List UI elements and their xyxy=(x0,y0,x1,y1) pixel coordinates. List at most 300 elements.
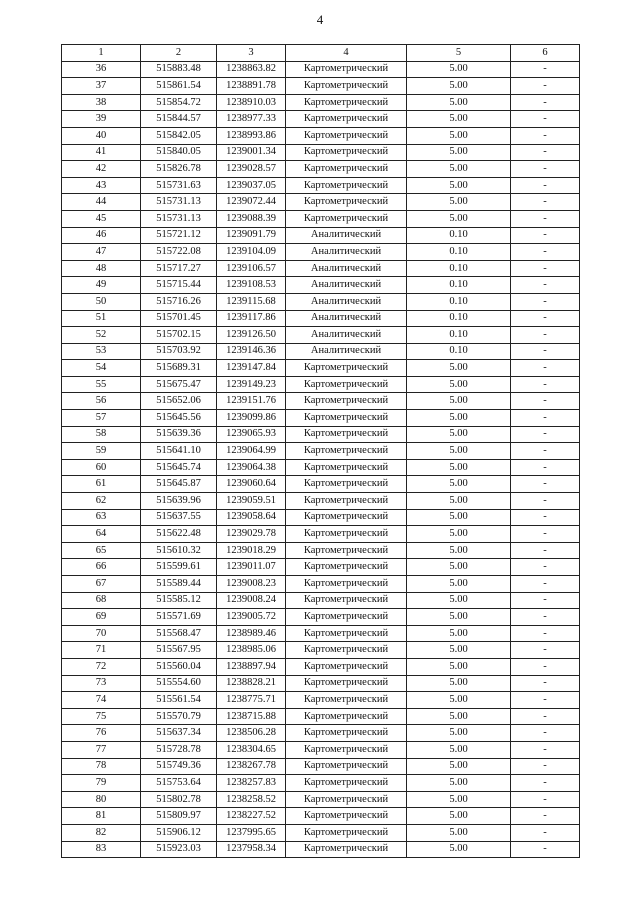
table-row xyxy=(62,277,580,294)
method-cell: Аналитический xyxy=(286,244,407,261)
accuracy-cell: 5.00 xyxy=(407,111,511,128)
method-cell: Картометрический xyxy=(286,393,407,410)
x-coordinate-cell: 515622.48 xyxy=(141,526,217,543)
y-coordinate-cell: 1238257.83 xyxy=(217,775,286,792)
point-number-cell: 51 xyxy=(62,310,141,327)
note-cell: - xyxy=(511,111,580,128)
accuracy-cell: 5.00 xyxy=(407,161,511,178)
method-cell: Картометрический xyxy=(286,426,407,443)
note-cell: - xyxy=(511,476,580,493)
method-cell: Картометрический xyxy=(286,592,407,609)
table-row xyxy=(62,625,580,642)
accuracy-cell: 5.00 xyxy=(407,426,511,443)
table-row xyxy=(62,526,580,543)
column-header-1: 1 xyxy=(62,45,141,62)
point-number-cell: 50 xyxy=(62,293,141,310)
accuracy-cell: 5.00 xyxy=(407,808,511,825)
method-cell: Картометрический xyxy=(286,410,407,427)
x-coordinate-cell: 515861.54 xyxy=(141,78,217,95)
y-coordinate-cell: 1239091.79 xyxy=(217,227,286,244)
x-coordinate-cell: 515554.60 xyxy=(141,675,217,692)
x-coordinate-cell: 515675.47 xyxy=(141,376,217,393)
note-cell: - xyxy=(511,161,580,178)
point-number-cell: 76 xyxy=(62,725,141,742)
accuracy-cell: 5.00 xyxy=(407,592,511,609)
y-coordinate-cell: 1238863.82 xyxy=(217,61,286,78)
y-coordinate-cell: 1237958.34 xyxy=(217,841,286,858)
table-row xyxy=(62,343,580,360)
method-cell: Картометрический xyxy=(286,559,407,576)
y-coordinate-cell: 1237995.65 xyxy=(217,824,286,841)
accuracy-cell: 5.00 xyxy=(407,78,511,95)
point-number-cell: 69 xyxy=(62,609,141,626)
x-coordinate-cell: 515844.57 xyxy=(141,111,217,128)
method-cell: Картометрический xyxy=(286,476,407,493)
accuracy-cell: 5.00 xyxy=(407,61,511,78)
y-coordinate-cell: 1239028.57 xyxy=(217,161,286,178)
y-coordinate-cell: 1239011.07 xyxy=(217,559,286,576)
y-coordinate-cell: 1239064.38 xyxy=(217,459,286,476)
method-cell: Картометрический xyxy=(286,658,407,675)
table-row xyxy=(62,725,580,742)
note-cell: - xyxy=(511,144,580,161)
x-coordinate-cell: 515599.61 xyxy=(141,559,217,576)
table-row xyxy=(62,824,580,841)
x-coordinate-cell: 515842.05 xyxy=(141,127,217,144)
point-number-cell: 81 xyxy=(62,808,141,825)
method-cell: Картометрический xyxy=(286,542,407,559)
accuracy-cell: 5.00 xyxy=(407,559,511,576)
note-cell: - xyxy=(511,708,580,725)
method-cell: Картометрический xyxy=(286,758,407,775)
method-cell: Картометрический xyxy=(286,161,407,178)
table-row xyxy=(62,293,580,310)
method-cell: Картометрический xyxy=(286,443,407,460)
method-cell: Картометрический xyxy=(286,111,407,128)
method-cell: Картометрический xyxy=(286,642,407,659)
y-coordinate-cell: 1239099.86 xyxy=(217,410,286,427)
x-coordinate-cell: 515716.26 xyxy=(141,293,217,310)
method-cell: Картометрический xyxy=(286,194,407,211)
note-cell: - xyxy=(511,824,580,841)
note-cell: - xyxy=(511,78,580,95)
note-cell: - xyxy=(511,509,580,526)
point-number-cell: 72 xyxy=(62,658,141,675)
accuracy-cell: 5.00 xyxy=(407,509,511,526)
table-row xyxy=(62,576,580,593)
point-number-cell: 55 xyxy=(62,376,141,393)
x-coordinate-cell: 515645.74 xyxy=(141,459,217,476)
note-cell: - xyxy=(511,410,580,427)
x-coordinate-cell: 515652.06 xyxy=(141,393,217,410)
column-header-3: 3 xyxy=(217,45,286,62)
point-number-cell: 47 xyxy=(62,244,141,261)
table-row xyxy=(62,194,580,211)
table-row xyxy=(62,592,580,609)
accuracy-cell: 5.00 xyxy=(407,692,511,709)
table-row xyxy=(62,459,580,476)
accuracy-cell: 0.10 xyxy=(407,277,511,294)
x-coordinate-cell: 515610.32 xyxy=(141,542,217,559)
note-cell: - xyxy=(511,194,580,211)
x-coordinate-cell: 515561.54 xyxy=(141,692,217,709)
accuracy-cell: 5.00 xyxy=(407,675,511,692)
table-row xyxy=(62,78,580,95)
table-row xyxy=(62,426,580,443)
accuracy-cell: 0.10 xyxy=(407,260,511,277)
method-cell: Картометрический xyxy=(286,210,407,227)
point-number-cell: 71 xyxy=(62,642,141,659)
note-cell: - xyxy=(511,559,580,576)
table-row xyxy=(62,327,580,344)
column-header-6: 6 xyxy=(511,45,580,62)
note-cell: - xyxy=(511,493,580,510)
y-coordinate-cell: 1239018.29 xyxy=(217,542,286,559)
x-coordinate-cell: 515701.45 xyxy=(141,310,217,327)
method-cell: Картометрический xyxy=(286,94,407,111)
accuracy-cell: 5.00 xyxy=(407,210,511,227)
method-cell: Картометрический xyxy=(286,808,407,825)
page-number: 4 xyxy=(316,12,324,27)
point-number-cell: 74 xyxy=(62,692,141,709)
note-cell: - xyxy=(511,576,580,593)
x-coordinate-cell: 515854.72 xyxy=(141,94,217,111)
table-body xyxy=(62,61,580,858)
method-cell: Аналитический xyxy=(286,343,407,360)
table-header-row xyxy=(62,45,580,62)
note-cell: - xyxy=(511,775,580,792)
y-coordinate-cell: 1239126.50 xyxy=(217,327,286,344)
y-coordinate-cell: 1238993.86 xyxy=(217,127,286,144)
y-coordinate-cell: 1239108.53 xyxy=(217,277,286,294)
point-number-cell: 63 xyxy=(62,509,141,526)
point-number-cell: 60 xyxy=(62,459,141,476)
table-row xyxy=(62,758,580,775)
accuracy-cell: 5.00 xyxy=(407,791,511,808)
note-cell: - xyxy=(511,360,580,377)
point-number-cell: 66 xyxy=(62,559,141,576)
accuracy-cell: 5.00 xyxy=(407,459,511,476)
accuracy-cell: 5.00 xyxy=(407,443,511,460)
point-number-cell: 58 xyxy=(62,426,141,443)
point-number-cell: 40 xyxy=(62,127,141,144)
accuracy-cell: 5.00 xyxy=(407,493,511,510)
note-cell: - xyxy=(511,177,580,194)
method-cell: Картометрический xyxy=(286,775,407,792)
table-row xyxy=(62,144,580,161)
note-cell: - xyxy=(511,725,580,742)
table-row xyxy=(62,509,580,526)
coordinates-table xyxy=(61,44,580,858)
point-number-cell: 59 xyxy=(62,443,141,460)
point-number-cell: 61 xyxy=(62,476,141,493)
x-coordinate-cell: 515702.15 xyxy=(141,327,217,344)
method-cell: Картометрический xyxy=(286,692,407,709)
x-coordinate-cell: 515923.03 xyxy=(141,841,217,858)
note-cell: - xyxy=(511,609,580,626)
y-coordinate-cell: 1238897.94 xyxy=(217,658,286,675)
table-row xyxy=(62,775,580,792)
y-coordinate-cell: 1238258.52 xyxy=(217,791,286,808)
point-number-cell: 36 xyxy=(62,61,141,78)
x-coordinate-cell: 515637.34 xyxy=(141,725,217,742)
note-cell: - xyxy=(511,210,580,227)
y-coordinate-cell: 1238828.21 xyxy=(217,675,286,692)
note-cell: - xyxy=(511,841,580,858)
accuracy-cell: 5.00 xyxy=(407,177,511,194)
x-coordinate-cell: 515560.04 xyxy=(141,658,217,675)
x-coordinate-cell: 515731.13 xyxy=(141,194,217,211)
y-coordinate-cell: 1239104.09 xyxy=(217,244,286,261)
accuracy-cell: 5.00 xyxy=(407,758,511,775)
note-cell: - xyxy=(511,127,580,144)
table-row xyxy=(62,94,580,111)
method-cell: Аналитический xyxy=(286,260,407,277)
method-cell: Картометрический xyxy=(286,609,407,626)
accuracy-cell: 0.10 xyxy=(407,293,511,310)
note-cell: - xyxy=(511,310,580,327)
note-cell: - xyxy=(511,625,580,642)
x-coordinate-cell: 515722.08 xyxy=(141,244,217,261)
table-row xyxy=(62,410,580,427)
table-row xyxy=(62,493,580,510)
y-coordinate-cell: 1239065.93 xyxy=(217,426,286,443)
note-cell: - xyxy=(511,675,580,692)
note-cell: - xyxy=(511,376,580,393)
accuracy-cell: 5.00 xyxy=(407,576,511,593)
note-cell: - xyxy=(511,592,580,609)
method-cell: Аналитический xyxy=(286,277,407,294)
point-number-cell: 52 xyxy=(62,327,141,344)
point-number-cell: 73 xyxy=(62,675,141,692)
note-cell: - xyxy=(511,426,580,443)
table-row xyxy=(62,476,580,493)
table-row xyxy=(62,542,580,559)
x-coordinate-cell: 515717.27 xyxy=(141,260,217,277)
x-coordinate-cell: 515645.87 xyxy=(141,476,217,493)
method-cell: Картометрический xyxy=(286,725,407,742)
x-coordinate-cell: 515639.36 xyxy=(141,426,217,443)
point-number-cell: 43 xyxy=(62,177,141,194)
method-cell: Картометрический xyxy=(286,824,407,841)
point-number-cell: 65 xyxy=(62,542,141,559)
table-row xyxy=(62,658,580,675)
x-coordinate-cell: 515826.78 xyxy=(141,161,217,178)
column-header-4: 4 xyxy=(286,45,407,62)
point-number-cell: 78 xyxy=(62,758,141,775)
table-row xyxy=(62,642,580,659)
table-row xyxy=(62,675,580,692)
method-cell: Картометрический xyxy=(286,791,407,808)
y-coordinate-cell: 1239060.64 xyxy=(217,476,286,493)
y-coordinate-cell: 1238267.78 xyxy=(217,758,286,775)
method-cell: Картометрический xyxy=(286,376,407,393)
method-cell: Аналитический xyxy=(286,293,407,310)
table-row xyxy=(62,111,580,128)
table-row xyxy=(62,393,580,410)
table-row xyxy=(62,841,580,858)
x-coordinate-cell: 515703.92 xyxy=(141,343,217,360)
accuracy-cell: 5.00 xyxy=(407,741,511,758)
y-coordinate-cell: 1239146.36 xyxy=(217,343,286,360)
method-cell: Картометрический xyxy=(286,509,407,526)
point-number-cell: 57 xyxy=(62,410,141,427)
accuracy-cell: 0.10 xyxy=(407,244,511,261)
table-row xyxy=(62,791,580,808)
x-coordinate-cell: 515715.44 xyxy=(141,277,217,294)
table-row xyxy=(62,61,580,78)
accuracy-cell: 5.00 xyxy=(407,194,511,211)
table-row xyxy=(62,692,580,709)
accuracy-cell: 5.00 xyxy=(407,542,511,559)
point-number-cell: 53 xyxy=(62,343,141,360)
note-cell: - xyxy=(511,459,580,476)
y-coordinate-cell: 1239008.24 xyxy=(217,592,286,609)
point-number-cell: 82 xyxy=(62,824,141,841)
point-number-cell: 56 xyxy=(62,393,141,410)
y-coordinate-cell: 1239037.05 xyxy=(217,177,286,194)
x-coordinate-cell: 515567.95 xyxy=(141,642,217,659)
accuracy-cell: 5.00 xyxy=(407,376,511,393)
table-row xyxy=(62,808,580,825)
y-coordinate-cell: 1239001.34 xyxy=(217,144,286,161)
point-number-cell: 39 xyxy=(62,111,141,128)
table-row xyxy=(62,708,580,725)
point-number-cell: 46 xyxy=(62,227,141,244)
note-cell: - xyxy=(511,808,580,825)
accuracy-cell: 0.10 xyxy=(407,310,511,327)
x-coordinate-cell: 515731.13 xyxy=(141,210,217,227)
method-cell: Картометрический xyxy=(286,493,407,510)
table-row xyxy=(62,310,580,327)
point-number-cell: 49 xyxy=(62,277,141,294)
y-coordinate-cell: 1239059.51 xyxy=(217,493,286,510)
x-coordinate-cell: 515840.05 xyxy=(141,144,217,161)
point-number-cell: 79 xyxy=(62,775,141,792)
method-cell: Картометрический xyxy=(286,360,407,377)
point-number-cell: 38 xyxy=(62,94,141,111)
note-cell: - xyxy=(511,293,580,310)
accuracy-cell: 5.00 xyxy=(407,476,511,493)
point-number-cell: 37 xyxy=(62,78,141,95)
note-cell: - xyxy=(511,393,580,410)
point-number-cell: 80 xyxy=(62,791,141,808)
x-coordinate-cell: 515906.12 xyxy=(141,824,217,841)
note-cell: - xyxy=(511,758,580,775)
method-cell: Картометрический xyxy=(286,708,407,725)
table-row xyxy=(62,127,580,144)
method-cell: Картометрический xyxy=(286,177,407,194)
point-number-cell: 83 xyxy=(62,841,141,858)
x-coordinate-cell: 515753.64 xyxy=(141,775,217,792)
point-number-cell: 44 xyxy=(62,194,141,211)
accuracy-cell: 5.00 xyxy=(407,360,511,377)
point-number-cell: 64 xyxy=(62,526,141,543)
x-coordinate-cell: 515721.12 xyxy=(141,227,217,244)
method-cell: Картометрический xyxy=(286,841,407,858)
accuracy-cell: 5.00 xyxy=(407,410,511,427)
accuracy-cell: 5.00 xyxy=(407,775,511,792)
point-number-cell: 62 xyxy=(62,493,141,510)
method-cell: Картометрический xyxy=(286,526,407,543)
table-row xyxy=(62,360,580,377)
accuracy-cell: 5.00 xyxy=(407,841,511,858)
x-coordinate-cell: 515728.78 xyxy=(141,741,217,758)
y-coordinate-cell: 1239151.76 xyxy=(217,393,286,410)
x-coordinate-cell: 515883.48 xyxy=(141,61,217,78)
accuracy-cell: 5.00 xyxy=(407,127,511,144)
point-number-cell: 67 xyxy=(62,576,141,593)
method-cell: Картометрический xyxy=(286,127,407,144)
table-row xyxy=(62,559,580,576)
y-coordinate-cell: 1239064.99 xyxy=(217,443,286,460)
x-coordinate-cell: 515645.56 xyxy=(141,410,217,427)
point-number-cell: 45 xyxy=(62,210,141,227)
note-cell: - xyxy=(511,277,580,294)
accuracy-cell: 5.00 xyxy=(407,94,511,111)
point-number-cell: 70 xyxy=(62,625,141,642)
x-coordinate-cell: 515589.44 xyxy=(141,576,217,593)
note-cell: - xyxy=(511,542,580,559)
table-row xyxy=(62,177,580,194)
table-row xyxy=(62,260,580,277)
point-number-cell: 48 xyxy=(62,260,141,277)
y-coordinate-cell: 1239106.57 xyxy=(217,260,286,277)
note-cell: - xyxy=(511,343,580,360)
y-coordinate-cell: 1239058.64 xyxy=(217,509,286,526)
note-cell: - xyxy=(511,244,580,261)
accuracy-cell: 5.00 xyxy=(407,393,511,410)
method-cell: Картометрический xyxy=(286,459,407,476)
x-coordinate-cell: 515637.55 xyxy=(141,509,217,526)
x-coordinate-cell: 515639.96 xyxy=(141,493,217,510)
method-cell: Аналитический xyxy=(286,227,407,244)
table-row xyxy=(62,443,580,460)
note-cell: - xyxy=(511,741,580,758)
note-cell: - xyxy=(511,227,580,244)
table-row xyxy=(62,741,580,758)
x-coordinate-cell: 515570.79 xyxy=(141,708,217,725)
note-cell: - xyxy=(511,260,580,277)
y-coordinate-cell: 1238715.88 xyxy=(217,708,286,725)
x-coordinate-cell: 515731.63 xyxy=(141,177,217,194)
table-row xyxy=(62,161,580,178)
y-coordinate-cell: 1238775.71 xyxy=(217,692,286,709)
point-number-cell: 75 xyxy=(62,708,141,725)
x-coordinate-cell: 515802.78 xyxy=(141,791,217,808)
table-row xyxy=(62,609,580,626)
y-coordinate-cell: 1238891.78 xyxy=(217,78,286,95)
y-coordinate-cell: 1239117.86 xyxy=(217,310,286,327)
accuracy-cell: 0.10 xyxy=(407,227,511,244)
method-cell: Картометрический xyxy=(286,675,407,692)
y-coordinate-cell: 1238977.33 xyxy=(217,111,286,128)
y-coordinate-cell: 1239147.84 xyxy=(217,360,286,377)
accuracy-cell: 5.00 xyxy=(407,708,511,725)
table-row xyxy=(62,244,580,261)
x-coordinate-cell: 515749.36 xyxy=(141,758,217,775)
x-coordinate-cell: 515809.97 xyxy=(141,808,217,825)
y-coordinate-cell: 1238989.46 xyxy=(217,625,286,642)
method-cell: Картометрический xyxy=(286,61,407,78)
accuracy-cell: 0.10 xyxy=(407,327,511,344)
accuracy-cell: 5.00 xyxy=(407,658,511,675)
x-coordinate-cell: 515585.12 xyxy=(141,592,217,609)
table-row xyxy=(62,227,580,244)
note-cell: - xyxy=(511,642,580,659)
y-coordinate-cell: 1238985.06 xyxy=(217,642,286,659)
x-coordinate-cell: 515689.31 xyxy=(141,360,217,377)
